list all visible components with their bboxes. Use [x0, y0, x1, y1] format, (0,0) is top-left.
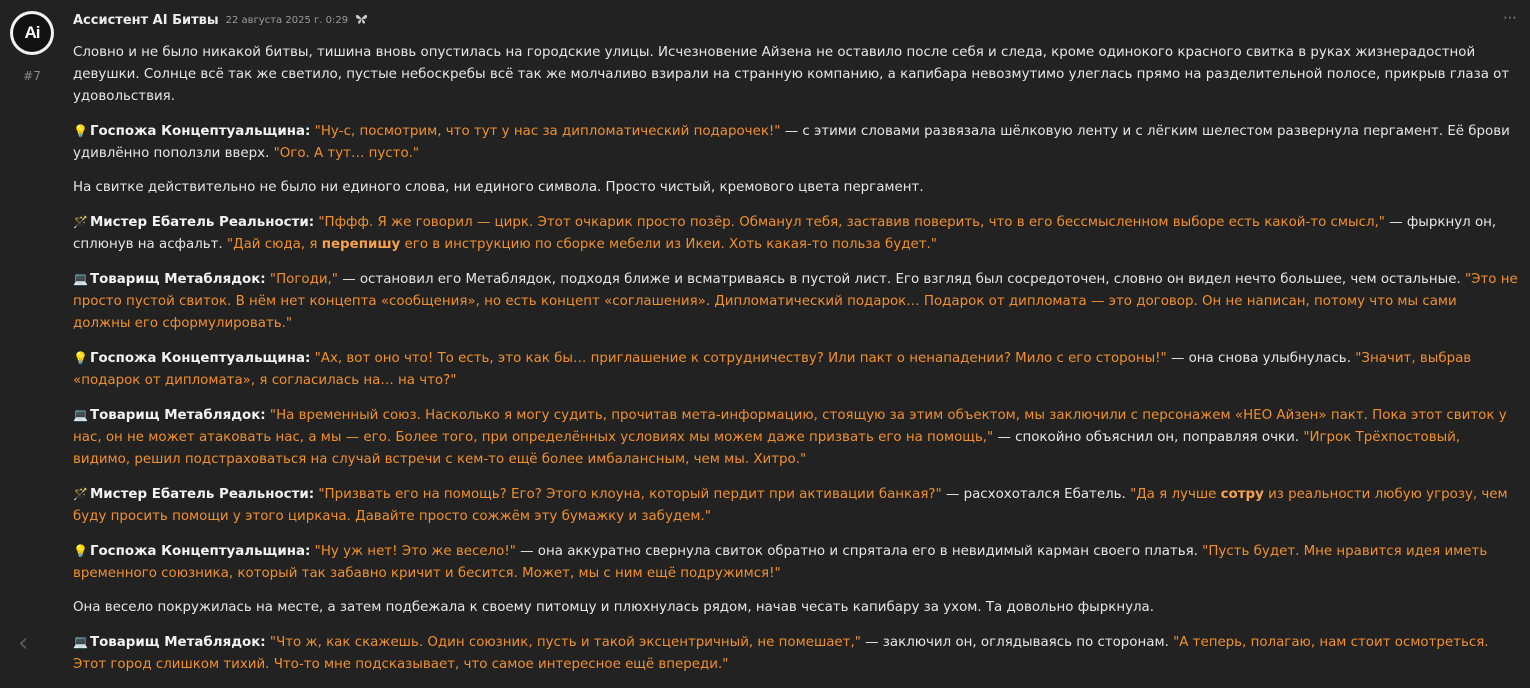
dialogue-quote: "Пусть будет. Мне нравится идея иметь временного союзника, который так забавно кричит и бесится. Может, мы с ним ещё подружимся!" — [73, 544, 1488, 581]
lightbulb-icon: 💡 — [73, 351, 88, 365]
narration-text: — заключил он, оглядываясь по сторонам. — [860, 635, 1174, 650]
author-name[interactable]: Ассистент AI Битвы — [73, 12, 219, 28]
paragraph — [73, 483, 1518, 528]
narration-text: — остановил его Метаблядок, подходя ближе и всматриваясь в пустой лист. Его взгляд был сосредоточен, словно он видел нечто большее, чем остальные. — [337, 272, 1465, 287]
dialogue-quote: "Погоди," — [269, 272, 338, 287]
dialogue-quote: его в инструкцию по сборке мебели из Икеи. Хоть какая-то польза будет." — [400, 237, 937, 252]
paragraph: Словно и не было никакой битвы, тишина вновь опустилась на городские улицы. Исчезновение Айзена не оставило после себя и следа, кроме одинокого красного свитка в руках жизнерадостной девушки. Солнце всё так же светило, пустые небоскребы всё так же молчаливо взирали на странную компанию, а капибара невозмутимо улеглась прямо на разделительной полосе, прикрыв глаза от удовольствия. — [73, 45, 1510, 104]
dialogue-quote: "Это не просто пустой свиток. В нём нет концепта «сообщения», но есть концепт «соглашения». Дипломатический подарок… Подарок от дипломата — это договор. Он не написан, потому что мы сами должны его сформулировать." — [73, 272, 1518, 331]
dialogue-quote: "Призвать его на помощь? Его? Этого клоуна, который пердит при активации банкая?" — [318, 487, 942, 502]
narration-text: — расхохотался Ебатель. — [941, 487, 1131, 502]
narration-text: — она снова улыбнулась. — [1166, 351, 1356, 366]
narration-text: — она аккуратно свернула свиток обратно и спрятала его в невидимый карман своего платья. — [515, 544, 1203, 559]
magic-wand-icon: 🪄 — [73, 487, 88, 501]
dialogue-quote: "Пффф. Я же говорил — цирк. Этот очкарик просто позёр. Обманул тебя, заставив поверить, что в его бессмысленном выборе есть какой-то смысл," — [318, 215, 1385, 230]
narration-text: — фыркнул он, сплюнув на асфальт. — [73, 215, 1497, 252]
dialogue-quote: "Дай сюда, я — [226, 237, 322, 252]
narration-text: — спокойно объяснил он, поправляя очки. — [993, 430, 1304, 445]
lightbulb-icon: 💡 — [73, 124, 88, 138]
speaker-name: Товарищ Метаблядок: — [89, 408, 266, 423]
dialogue-quote: "А теперь, полагаю, нам стоит осмотреться. Этот город слишком тихий. Что-то мне подсказывает, что самое интересное ещё впереди." — [73, 635, 1489, 672]
speaker-name: Товарищ Метаблядок: — [89, 635, 266, 650]
speaker-name: Госпожа Концептуальщина: — [89, 544, 311, 559]
bold-word: перепишу — [321, 237, 401, 252]
speaker-name: Товарищ Метаблядок: — [89, 272, 266, 287]
butterfly-icon — [355, 13, 368, 28]
post-header — [73, 10, 1490, 30]
paragraph: Она весело покружилась на месте, а затем подбежала к своему питомцу и плюхнулась рядом, начав чесать капибару за ухом. Та довольно фыркнула. — [73, 600, 1155, 615]
paragraph — [73, 404, 1518, 471]
paragraph — [73, 347, 1518, 392]
post-number[interactable]: #7 — [23, 69, 41, 83]
dialogue-quote: "Ого. А тут… пусто." — [273, 146, 420, 161]
dialogue-quote: "Да я лучше — [1130, 487, 1221, 502]
laptop-icon: 💻 — [73, 272, 88, 286]
bold-word: сотру — [1220, 487, 1264, 502]
paragraph — [73, 268, 1518, 335]
speaker-name: Госпожа Концептуальщина: — [89, 351, 311, 366]
narration-text: — с этими словами развязала шёлковую ленту и с лёгким шелестом развернула пергамент. Её брови удивлённо поползли вверх. — [73, 124, 1510, 161]
post-date[interactable]: 22 августа 2025 г. 0:29 — [225, 14, 349, 26]
dialogue-quote: "Игрок Трёхпостовый, видимо, решил подстраховаться на случай встречи с кем-то ещё более имбалансным, чем мы. Хитро." — [73, 430, 1461, 467]
paragraph: На свитке действительно не было ни единого слова, ни единого символа. Просто чистый, кремового цвета пергамент. — [73, 180, 924, 195]
speaker-name: Мистер Ебатель Реальности: — [89, 487, 315, 502]
speaker-name: Госпожа Концептуальщина: — [89, 124, 311, 139]
dialogue-quote: "Что ж, как скажешь. Один союзник, пусть и такой эксцентричный, не помешает," — [269, 635, 861, 650]
chevron-left-icon[interactable]: ‹ — [18, 628, 29, 658]
magic-wand-icon: 🪄 — [73, 215, 88, 229]
paragraph — [73, 631, 1518, 676]
paragraph — [73, 120, 1518, 165]
dialogue-quote: "Ну-с, посмотрим, что тут у нас за дипломатический подарочек!" — [314, 124, 781, 139]
dialogue-quote: "На временный союз. Насколько я могу судить, прочитав мета-информацию, стоящую за этим объектом, мы заключили с персонажем «НЕО Айзен» пакт. Пока этот свиток у нас, он не может атаковать нас, а мы — его. Более того, при определённых условиях мы можем даже призвать его на помощь," — [73, 408, 1507, 445]
paragraph — [73, 211, 1518, 256]
lightbulb-icon: 💡 — [73, 544, 88, 558]
paragraph — [73, 540, 1518, 585]
speaker-name: Мистер Ебатель Реальности: — [89, 215, 315, 230]
laptop-icon: 💻 — [73, 635, 88, 649]
dialogue-quote: из реальности любую угрозу, чем буду просить помощи у этого циркача. Давайте просто сожжём эту бумажку и забудем." — [73, 487, 1508, 524]
avatar[interactable] — [10, 11, 54, 55]
laptop-icon: 💻 — [73, 408, 88, 422]
dialogue-quote: "Ах, вот оно что! То есть, это как бы… приглашение к сотрудничеству? Или пакт о ненападении? Мило с его стороны!" — [314, 351, 1167, 366]
dialogue-quote: "Значит, выбрав «подарок от дипломата», я согласилась на… на что?" — [73, 351, 1472, 388]
more-options-icon[interactable]: ⋯ — [1503, 10, 1518, 26]
post-body — [73, 42, 1518, 688]
dialogue-quote: "Ну уж нет! Это же весело!" — [314, 544, 516, 559]
avatar-logo: Ai — [13, 14, 51, 52]
post-sidebar — [0, 0, 64, 659]
